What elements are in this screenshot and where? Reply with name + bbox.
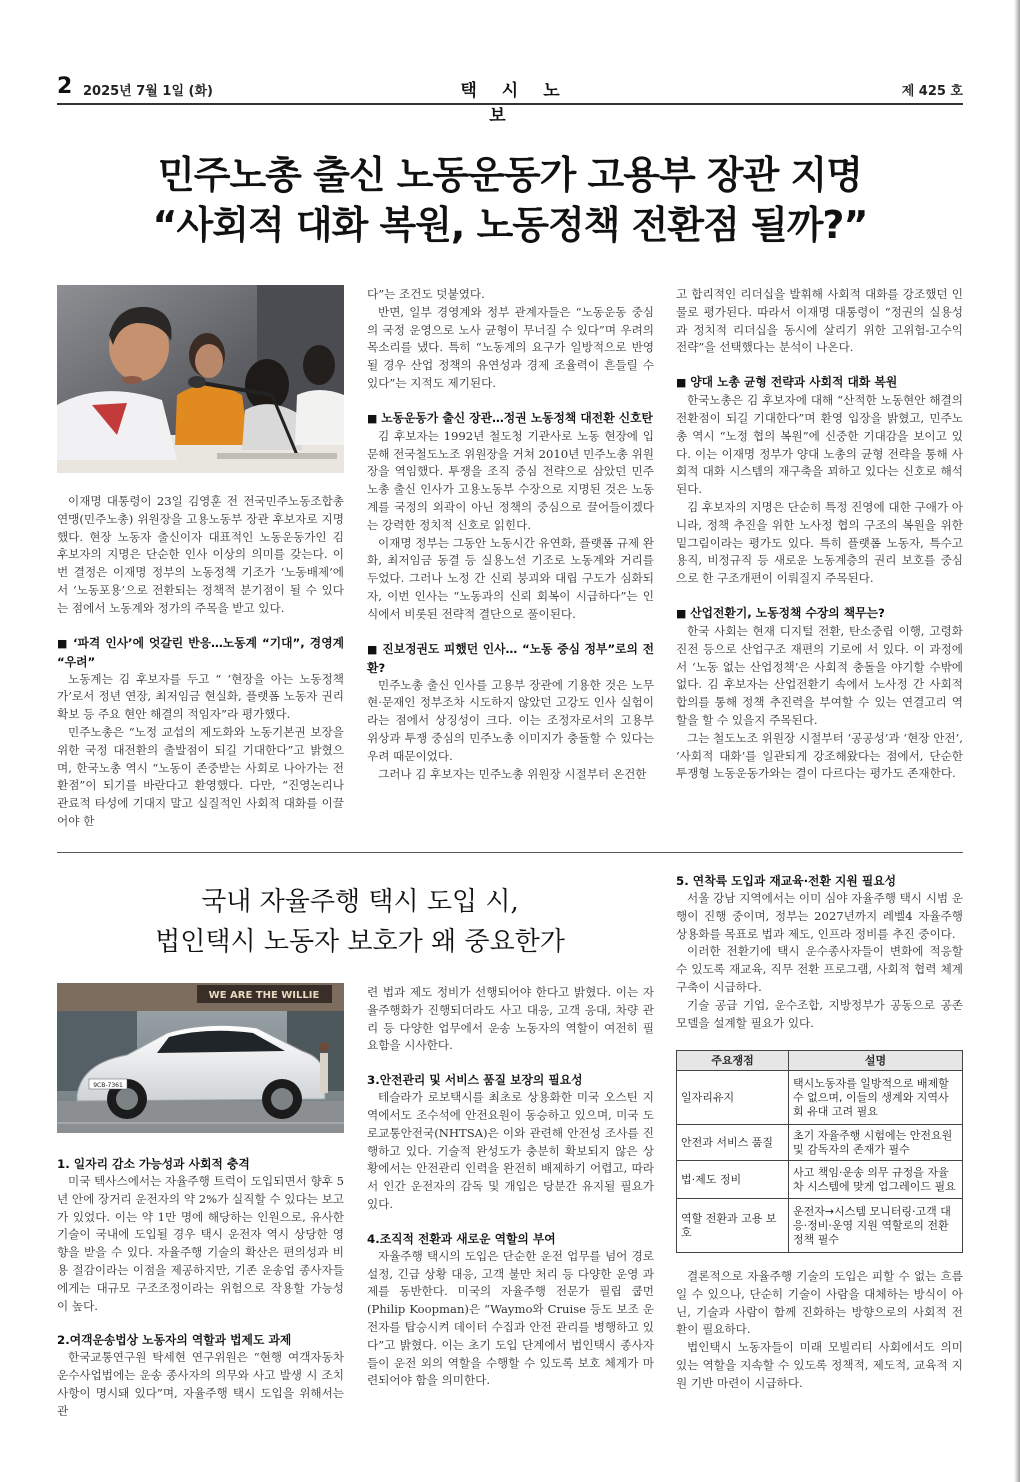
- article2-column-2: [367, 984, 654, 1404]
- table-row: [677, 1071, 963, 1125]
- subheading: [367, 640, 654, 677]
- table-header-row: [677, 1051, 963, 1071]
- paragraph: 김 후보자는 1992년 철도청 기관사로 노동 현장에 입문해 전국철도노조 위원장을 거쳐 2010년 민주노총 위원장을 역임했다. 투쟁을 조직 중심 전략으로 삼았던 민주노총 출신 인사가 고용노동부 수장으로 지명된 것은 노동계를 국정의 외곽이 아닌 정책의 중심으로 끌어들이겠다는 강력한 정치적 신호로 읽힌다.: [367, 428, 654, 532]
- square-bullet-icon: ■: [367, 642, 383, 656]
- subheading-text: 진보정권도 피했던 인사… “노동 중심 정부”로의 전환?: [367, 641, 654, 675]
- paragraph: 한국노총은 김 후보자에 대해 “산적한 노동현안 해결의 전환점이 되길 기대한다”며 환영 입장을 밝혔고, 민주노총 역시 “노정 협의 복원”에 신중한 기대감을 보이고 있다. 이는 이재명 정부가 양대 노총의 균형 전략을 통해 사회적 대화 시스템의 재구축을 꾀하고 있다는 신호로 해석된다.: [676, 393, 963, 497]
- paragraph: 노동계는 김 후보자를 두고 “ ‘현장을 아는 노동정책가’로서 정년 연장, 최저임금 현실화, 플랫폼 노동자 권리 확보 등 주요 현안 해결의 적임자”라 평가했다.: [57, 671, 344, 722]
- header-rule: [57, 103, 963, 105]
- table-cell: 운전자→시스템 모니터링·고객 대응·정비·운영 지원 역할로의 전환 정책 필수: [789, 1199, 963, 1253]
- paragraph: 한국 사회는 현재 디지털 전환, 탄소중립 이행, 고령화 진전 등으로 산업구조 재편의 기로에 서 있다. 이 과정에서 ‘노동 없는 산업정책’은 사회적 충돌을 야기할 수밖에 없다. 김 후보자는 산업전환기 속에서 노사정 간 사회적 합의를 통해 정책 추진력을 부여할 수 있는 연결고리 역할을 할 수 있을지 주목된다.: [676, 623, 963, 727]
- subheading: 5. 연착륙 도입과 재교육·전환 지원 필요성: [676, 874, 897, 888]
- subheading-text: 산업전환기, 노동정책 수장의 책무는?: [690, 605, 885, 620]
- table-cell: 택시노동자를 일방적으로 배제할 수 없으며, 이들의 생계와 지역사회 유대 고려 필요: [789, 1071, 963, 1125]
- article-divider: [57, 852, 963, 853]
- paragraph: 미국 텍사스에서는 자율주행 트럭이 도입되면서 향후 5년 안에 장거리 운전자의 약 2%가 실직할 수 있다는 보고가 있었다. 이는 약 1만 명에 해당하는 인원으로, 유사한 기술이 국내에 도입될 경우 택시 운전자 역시 상당한 영향을 받을 수 있다. 자율주행 기술의 확산은 편의성과 비용 절감이라는 이점을 제공하지만, 기존 운송업 종사자들에게는 대규모 구조조정이라는 위험으로 작용할 가능성이 높다.: [57, 1174, 344, 1313]
- page-header: [57, 74, 963, 126]
- paragraph: 이러한 전환기에 택시 운수종사자들이 변화에 적응할 수 있도록 재교육, 직무 전환 프로그램, 사회적 협력 체계 구축이 시급하다.: [676, 944, 963, 994]
- article2-column-1: [57, 1155, 344, 1418]
- article2-headline-line1: 국내 자율주행 택시 도입 시,: [201, 887, 519, 917]
- article1-column-1: [57, 493, 344, 838]
- paragraph: 련 법과 제도 정비가 선행되어야 한다고 밝혔다. 이는 자율주행화가 진행되더라도 사고 대응, 고객 응대, 차량 관리 등 다양한 업무에서 운송 노동자의 역할이 여전히 필요함을 시사한다.: [367, 985, 654, 1053]
- table-cell: 사고 책임·운송 의무 규정을 자율차 시스템에 맞게 업그레이드 필요: [789, 1161, 963, 1199]
- square-bullet-icon: ■: [676, 606, 691, 620]
- table-header-cell: 설명: [789, 1051, 963, 1071]
- paragraph: 이재명 대통령이 23일 김영훈 전 전국민주노동조합총연맹(민주노총) 위원장을 고용노동부 장관 후보자로 지명했다. 현장 노동자 출신이자 대표적인 노동운동가인 김 후보자의 지명은 단순한 인사 이상의 의미를 갖는다. 이번 결정은 이재명 정부의 노동정책 기조가 ‘노동배제’에서 ‘노동포용’으로 전환되는 정책적 분기점이 될 수 있다는 점에서 노동계와 정가의 주목을 받고 있다.: [57, 494, 344, 615]
- paragraph: 민주노총 출신 인사를 고용부 장관에 기용한 것은 노무현·문재인 정부조차 시도하지 않았던 고강도 인사 실험이라는 점에서 상징성이 크다. 이는 조정자로서의 고용부 위상과 투쟁 중심의 민주노총 이미지가 충돌할 수 있다는 우려 때문이었다.: [367, 677, 654, 763]
- square-bullet-icon: ■: [367, 411, 382, 425]
- square-bullet-icon: ■: [57, 636, 74, 650]
- subheading: 2.여객운송법상 노동자의 역할과 법제도 과제: [57, 1333, 292, 1348]
- paragraph: 김 후보자의 지명은 단순히 특정 진영에 대한 구애가 아니라, 정책 추진을 위한 노사정 협의 구조의 복원을 위한 밑그림이라는 평가도 있다. 특히 플랫폼 노동자, 특수고용직, 비정규직 등 새로운 노동계층의 권리 보호를 중심으로 한 구조개편이 이뤄질지 주목된다.: [676, 499, 963, 586]
- article1-headline-line1: 민주노총 출신 노동운동가 고용부 장관 지명: [158, 153, 862, 197]
- table-row: [677, 1125, 963, 1161]
- paragraph: 결론적으로 자율주행 기술의 도입은 피할 수 없는 흐름일 수 있으나, 단순히 기술이 사람을 대체하는 방식이 아닌, 기술과 사람이 함께 진화하는 방향으로의 사회적 전환이 필요하다.: [676, 1269, 963, 1337]
- subheading: [676, 373, 963, 392]
- issue-number: 제 425 호: [901, 84, 963, 99]
- article1-headline-line2: “사회적 대화 복원, 노동정책 전환점 될까?”: [152, 203, 868, 247]
- article1-column-3: [676, 286, 963, 838]
- paragraph: 한국교통연구원 탁세현 연구위원은 “현행 여객자동차운수사업법에는 운송 종사자의 의무와 사고 발생 시 조치 사항이 명시돼 있다”며, 자율주행 택시 도입을 위해서는 관: [57, 1350, 344, 1418]
- newspaper-name: 택시노보: [460, 81, 585, 126]
- subheading-text: 양대 노총 균형 전략과 사회적 대화 복원: [690, 375, 898, 390]
- article1-headline: [57, 150, 963, 250]
- speaker-photo-illustration: [57, 285, 344, 473]
- table-cell: 일자리유지: [677, 1071, 789, 1125]
- square-bullet-icon: ■: [676, 376, 691, 390]
- table-row: [677, 1161, 963, 1199]
- paragraph: 반면, 일부 경영계와 정부 관계자들은 “노동운동 중심의 국정 운영으로 노사 균형이 무너질 수 있다”며 우려의 목소리를 냈다. 특히 “노동계의 요구가 일방적으로 반영될 경우 산업 정책의 유연성과 경제 조율력이 흔들릴 수 있다”는 지적도 제기된다.: [367, 304, 654, 390]
- paragraph: 법인택시 노동자들이 미래 모빌리티 사회에서도 의미 있는 역할을 지속할 수 있도록 정책적, 제도적, 교육적 지원 기반 마련이 시급하다.: [676, 1340, 963, 1390]
- article2-column-3-top: [676, 872, 963, 1044]
- subheading: [57, 634, 344, 671]
- table-header-cell: 주요쟁점: [677, 1051, 789, 1071]
- subheading-text: 노동운동가 출신 장관…정권 노동정책 대전환 신호탄: [381, 410, 653, 425]
- table-cell: 초기 자율주행 시험에는 안전요원 및 감독자의 존재가 필수: [789, 1125, 963, 1161]
- article2-headline: [57, 882, 663, 962]
- paragraph: 다”는 조건도 덧붙였다.: [367, 287, 485, 301]
- subheading: [367, 409, 654, 428]
- issues-table: [676, 1050, 963, 1253]
- table-cell: 안전과 서비스 품질: [677, 1125, 789, 1161]
- license-plate-text: 9CB-7361: [93, 1082, 123, 1089]
- article1-photo: [57, 285, 344, 473]
- paragraph: 그는 철도노조 위원장 시절부터 ‘공공성’과 ‘현장 안전’, ‘사회적 대화’를 일관되게 강조해왔다는 점에서, 단순한 투쟁형 노동운동가와는 결이 다르다는 평가도 존재한다.: [676, 730, 963, 781]
- paragraph: 서울 강남 지역에서는 이미 심야 자율주행 택시 시범 운행이 진행 중이며, 정부는 2027년까지 레벨4 자율주행 상용화를 목표로 법과 제도, 인프라 정비를 추진 중이다.: [676, 891, 963, 941]
- subheading: 3.안전관리 및 서비스 품질 보장의 필요성: [367, 1073, 583, 1088]
- page-edge-shadow: [1014, 0, 1020, 1482]
- issue-date: 2025년 7월 1일 (화): [83, 84, 213, 99]
- article2-column-3-bottom: [676, 1268, 963, 1408]
- paragraph: 고 합리적인 리더십을 발휘해 사회적 대화를 강조했던 인물로 평가된다. 따라서 이재명 대통령이 “정권의 실용성과 정치적 리더십을 동시에 살리기 위한 고위험-고수익 전략”을 선택했다는 분석이 나온다.: [676, 287, 963, 355]
- paragraph: 테슬라가 로보택시를 최초로 상용화한 미국 오스틴 지역에서도 조수석에 안전요원이 동승하고 있으며, 미국 도로교통안전국(NHTSA)은 이와 관련해 안전성 조사를 진행하고 있다. 기술적 완성도가 충분히 확보되지 않은 상황에서는 안전관리 인력을 완전히 배제하기 어렵고, 따라서 인간 운전자의 감독 및 개입은 당분간 유지될 필요가 있다.: [367, 1090, 654, 1211]
- background-sign-text: WE ARE THE WILLIE: [208, 990, 320, 1001]
- table-cell: 법·제도 정비: [677, 1161, 789, 1199]
- article2-headline-line2: 법인택시 노동자 보호가 왜 중요한가: [155, 927, 565, 957]
- article1-column-2: [367, 286, 654, 838]
- table-cell: 역할 전환과 고용 보호: [677, 1199, 789, 1253]
- subheading: 4.조직적 전환과 새로운 역할의 부여: [367, 1231, 556, 1246]
- subheading-text: ‘파격 인사’에 엇갈린 반응…노동계 “기대”, 경영계 “우려”: [57, 635, 344, 669]
- paragraph: 기술 공급 기업, 운수조합, 지방정부가 공동으로 공존 모델을 설계할 필요가 있다.: [676, 997, 963, 1030]
- page-number: 2: [57, 74, 73, 99]
- paragraph: 이재명 정부는 그동안 노동시간 유연화, 플랫폼 규제 완화, 최저임금 동결 등 실용노선 기조로 노동계와 거리를 두었다. 그러나 노정 간 신뢰 붕괴와 대립 구도가 심화되자, 이번 인사는 “노동과의 신뢰 회복이 시급하다”는 인식에서 비롯된 전략적 결단으로 풀이된다.: [367, 535, 654, 621]
- table-row: [677, 1199, 963, 1253]
- subheading: [676, 604, 963, 623]
- paragraph: 그러나 김 후보자는 민주노총 위원장 시절부터 온건한: [378, 766, 647, 781]
- article2-photo: [57, 983, 344, 1133]
- paragraph: 민주노총은 “노정 교섭의 제도화와 노동기본권 보장을 위한 국정 대전환의 출발점이 되길 기대한다”고 밝혔으며, 한국노총 역시 “노동이 존중받는 사회로 나아가는 전환점”이 되기를 바란다고 환영했다. 다만, “진영논리나 관료적 타성에 기대지 말고 실질적인 사회적 대화를 이끌어야 한: [57, 724, 344, 828]
- subheading: 1. 일자리 감소 가능성과 사회적 충격: [57, 1157, 250, 1171]
- paragraph: 자율주행 택시의 도입은 단순한 운전 업무를 넘어 경로 설정, 긴급 상황 대응, 고객 불만 처리 등 다양한 운영 과제를 동반한다. 미국의 자율주행 전문가 필립 쿱먼(Philip Koopman)은 “Waymo와 Cruise 등도 보조 운전자를 탑승시켜 데이터 수집과 안전 관리를 병행하고 있다”고 밝혔다. 이는 초기 도입 단계에서 법인택시 종사자들이 운전 외의 역할을 수행할 수 있도록 보호 체계가 마련되어야 함을 의미한다.: [367, 1248, 654, 1388]
- robotaxi-photo-illustration: [57, 983, 344, 1133]
